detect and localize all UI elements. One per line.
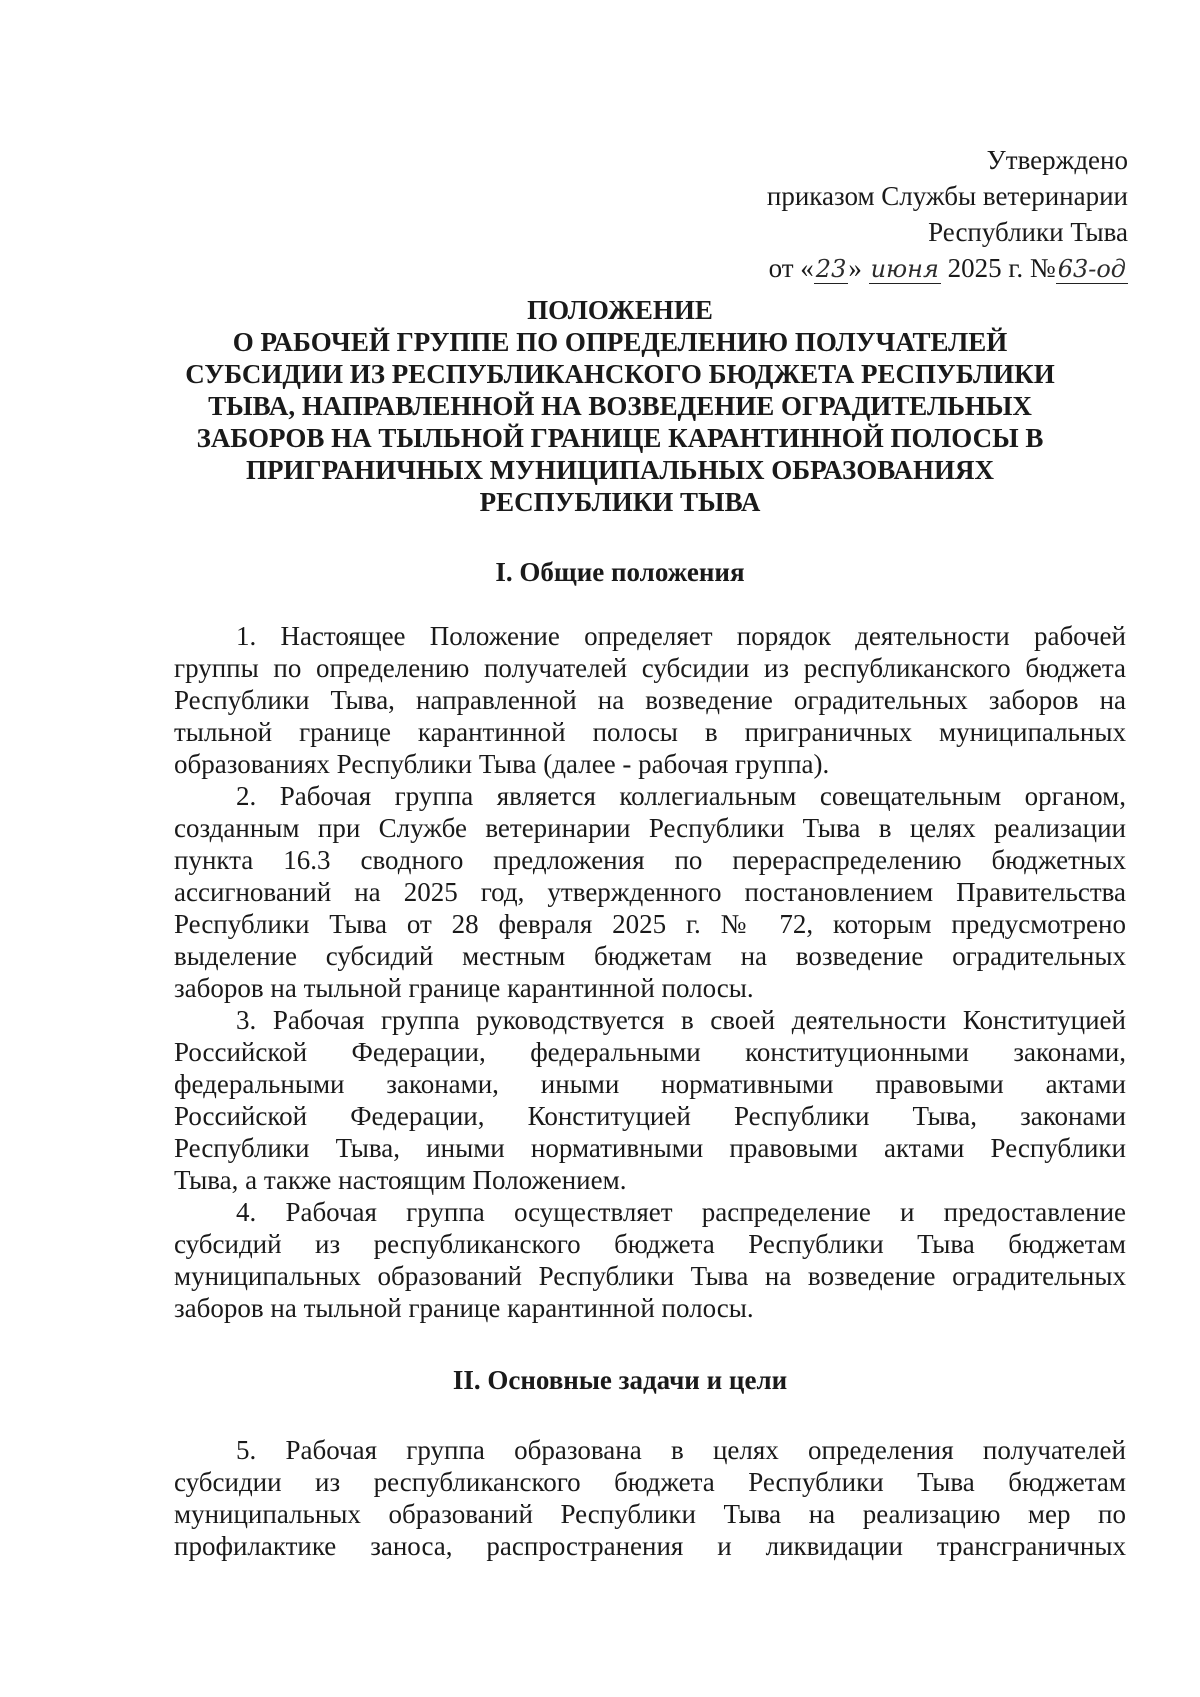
title-line: РЕСПУБЛИКИ ТЫВА	[479, 487, 761, 517]
paragraph-line: Российской Федерации, федеральными конституционными законами,	[174, 1037, 1126, 1067]
date-day-handwritten: 23	[815, 255, 847, 283]
approval-block	[767, 142, 1128, 286]
title-line: ПРИГРАНИЧНЫХ МУНИЦИПАЛЬНЫХ ОБРАЗОВАНИЯХ	[245, 455, 995, 485]
paragraph-2	[174, 780, 1126, 1004]
paragraph-line: Российской Федерации, Конституцией Республики Тыва, законами	[174, 1101, 1126, 1131]
paragraph-line: созданным при Службе ветеринарии Республики Тыва в целях реализации	[174, 813, 1126, 843]
paragraph-4	[174, 1196, 1126, 1324]
paragraph-line: 5. Рабочая группа образована в целях определения получателей	[236, 1435, 1126, 1465]
paragraph-line: тыльной границе карантинной полосы в приграничных муниципальных	[174, 717, 1126, 747]
title-line: ЗАБОРОВ НА ТЫЛЬНОЙ ГРАНИЦЕ КАРАНТИННОЙ ПОЛОСЫ В	[196, 423, 1044, 453]
paragraph-line: Республики Тыва от 28 февраля 2025 г. № 72, которым предусмотрено	[174, 909, 1126, 939]
title-line: СУБСИДИИ ИЗ РЕСПУБЛИКАНСКОГО БЮДЖЕТА РЕСПУБЛИКИ	[185, 359, 1055, 389]
section-2-heading: II. Основные задачи и цели	[452, 1365, 788, 1395]
document-title	[170, 294, 1070, 518]
paragraph-line: группы по определению получателей субсидии из республиканского бюджета	[174, 653, 1126, 683]
paragraph-line: субсидии из республиканского бюджета Республики Тыва бюджетам	[174, 1467, 1126, 1497]
paragraph-line: ассигнований на 2025 год, утвержденного постановлением Правительства	[174, 877, 1126, 907]
title-line: ПОЛОЖЕНИЕ	[527, 295, 713, 325]
paragraph-line: профилактике заноса, распространения и ликвидации трансграничных	[174, 1531, 1126, 1561]
date-year: 2025 г. №	[947, 253, 1056, 283]
paragraph-line: образованиях Республики Тыва (далее - рабочая группа).	[174, 749, 830, 779]
paragraph-line: заборов на тыльной границе карантинной полосы.	[174, 973, 754, 1003]
section-1-heading: I. Общие положения	[495, 557, 745, 587]
paragraph-line: муниципальных образований Республики Тыва на возведение оградительных	[174, 1261, 1126, 1291]
paragraph-line: выделение субсидий местным бюджетам на возведение оградительных	[174, 941, 1126, 971]
approval-line-approved: Утверждено	[986, 145, 1128, 175]
date-month-handwritten: июня	[870, 255, 939, 283]
date-prefix: от «	[768, 253, 814, 283]
paragraph-line: субсидий из республиканского бюджета Республики Тыва бюджетам	[174, 1229, 1126, 1259]
paragraph-line: муниципальных образований Республики Тыва на реализацию мер по	[174, 1499, 1126, 1529]
date-mid: »	[848, 253, 862, 283]
paragraph-line: 4. Рабочая группа осуществляет распределение и предоставление	[236, 1197, 1126, 1227]
paragraph-line: федеральными законами, иными нормативными правовыми актами	[174, 1069, 1126, 1099]
approval-line-date	[767, 250, 1128, 286]
paragraph-line: 3. Рабочая группа руководствуется в своей деятельности Конституцией	[236, 1005, 1126, 1035]
paragraph-line: пункта 16.3 сводного предложения по перераспределению бюджетных	[174, 845, 1126, 875]
approval-line-order: приказом Службы ветеринарии	[766, 181, 1128, 211]
paragraph-line: заборов на тыльной границе карантинной полосы.	[174, 1293, 754, 1323]
title-line: О РАБОЧЕЙ ГРУППЕ ПО ОПРЕДЕЛЕНИЮ ПОЛУЧАТЕЛЕЙ	[232, 327, 1008, 357]
paragraph-line: 2. Рабочая группа является коллегиальным совещательным органом,	[236, 781, 1126, 811]
paragraph-line: Республики Тыва, направленной на возведение оградительных заборов на	[174, 685, 1126, 715]
paragraph-1	[174, 620, 1126, 780]
paragraph-3	[174, 1004, 1126, 1196]
paragraph-line: 1. Настоящее Положение определяет порядок деятельности рабочей	[236, 621, 1126, 651]
paragraph-line: Тыва, а также настоящим Положением.	[174, 1165, 627, 1195]
paragraph-5	[174, 1434, 1126, 1562]
paragraph-line: Республики Тыва, иными нормативными правовыми актами Республики	[174, 1133, 1126, 1163]
title-line: ТЫВА, НАПРАВЛЕННОЙ НА ВОЗВЕДЕНИЕ ОГРАДИТЕЛЬНЫХ	[208, 391, 1032, 421]
order-number-handwritten: 63-од	[1057, 255, 1126, 283]
approval-line-republic: Республики Тыва	[928, 217, 1128, 247]
